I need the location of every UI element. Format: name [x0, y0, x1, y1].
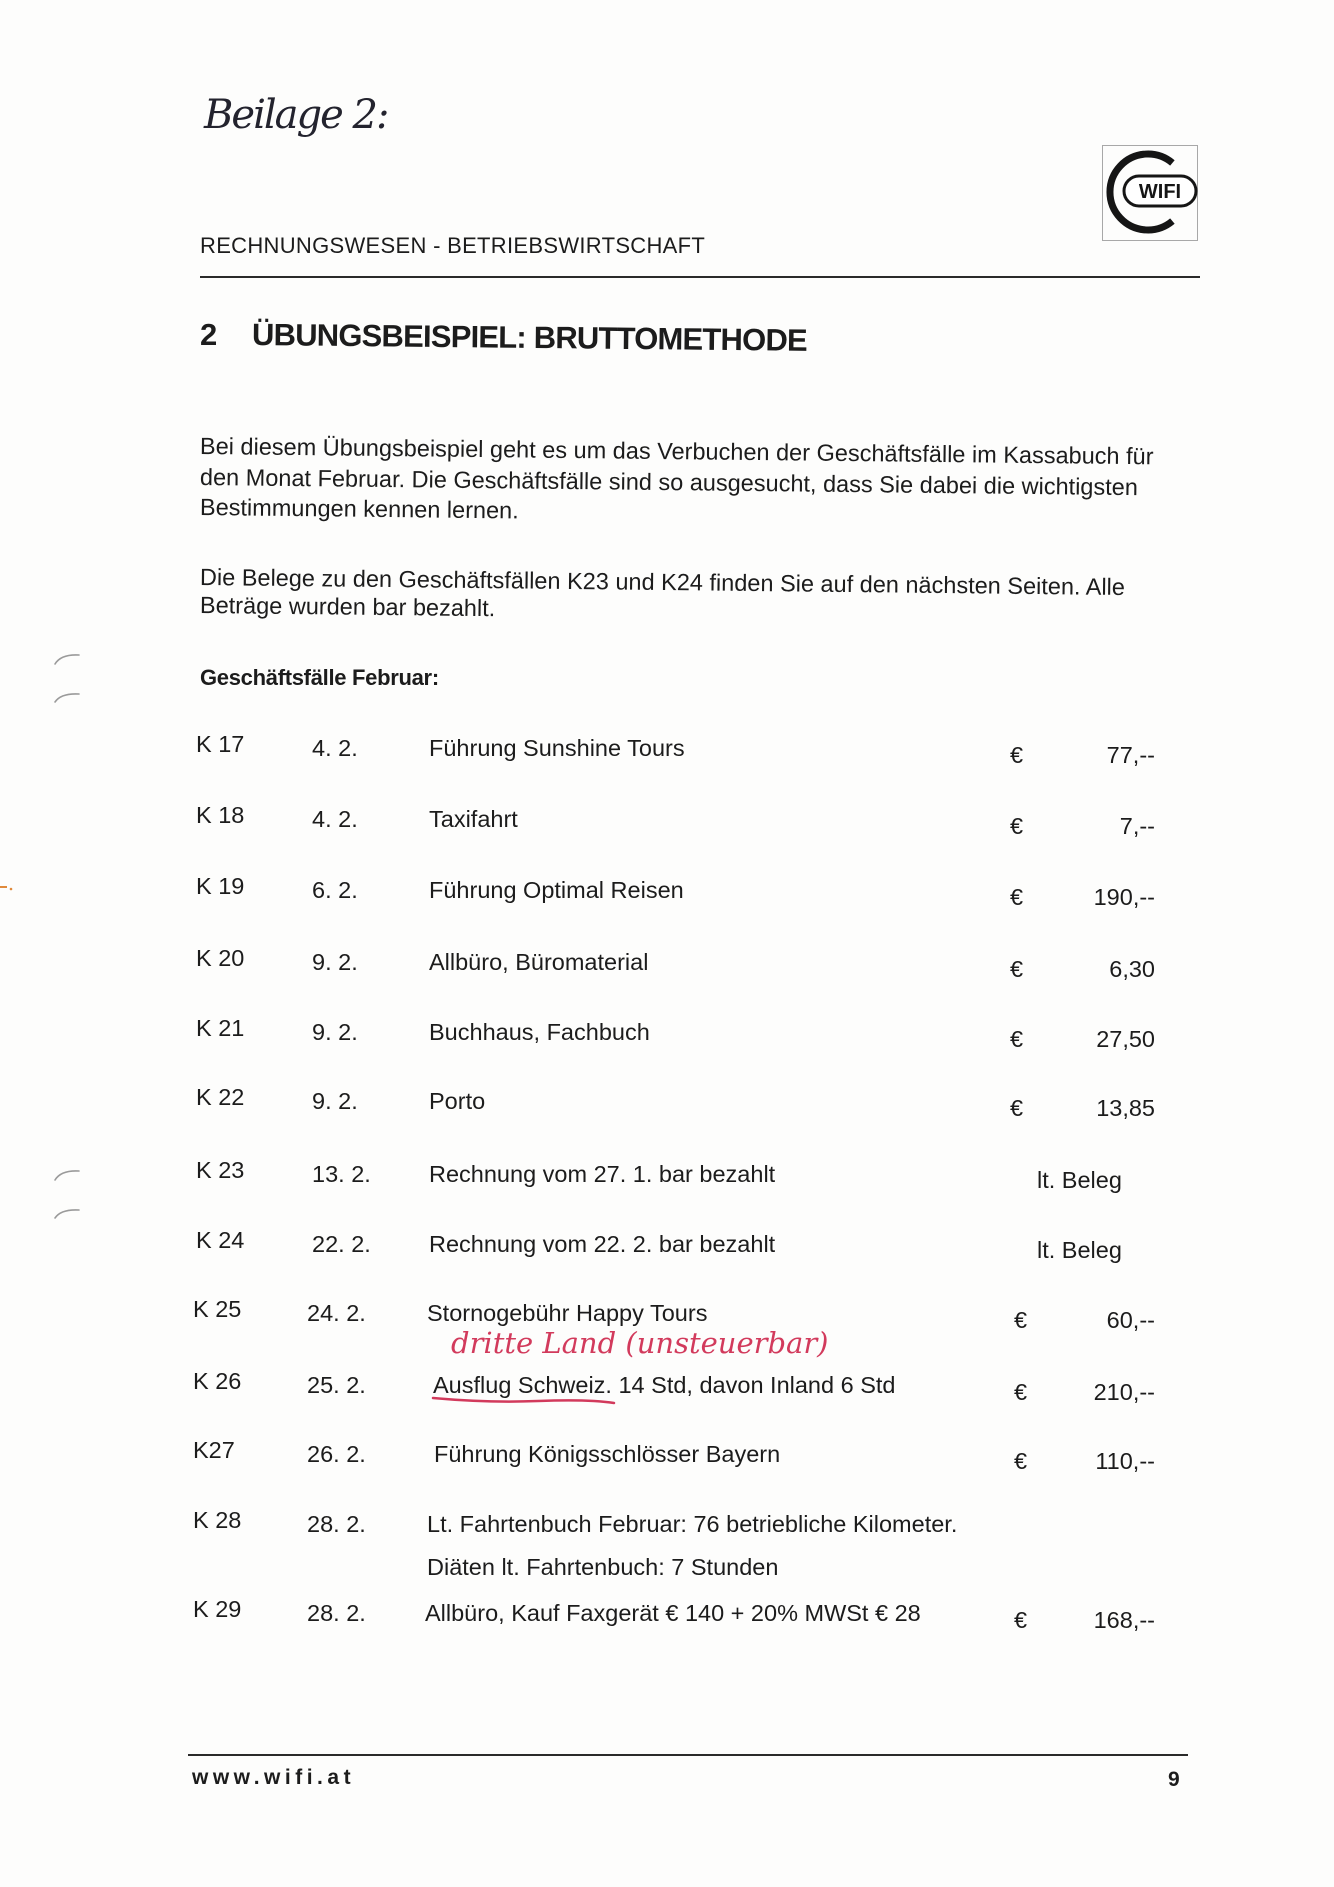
- transaction-row: [0, 1507, 1334, 1580]
- transaction-date: 28. 2.: [307, 1600, 366, 1626]
- section-title: ÜBUNGSBEISPIEL: BRUTTOMETHODE: [251, 317, 808, 358]
- transaction-row: [0, 1157, 1334, 1193]
- handwritten-underline: [428, 1391, 620, 1409]
- transaction-row: [0, 1015, 1334, 1052]
- currency-symbol: €: [1010, 742, 1024, 768]
- intro-line: Bei diesem Übungsbeispiel geht es um das Verbuchen der Geschäftsfälle im Kassabuch für: [199, 433, 1154, 470]
- transaction-id: K 18: [196, 802, 245, 828]
- transaction-row: [0, 1296, 1334, 1333]
- intro-line: Beträge wurden bar bezahlt.: [199, 592, 496, 622]
- transaction-description: Allbüro, Büromaterial: [429, 949, 649, 975]
- transaction-date: 6. 2.: [312, 877, 358, 903]
- transaction-row: [0, 731, 1334, 768]
- transaction-id: K 26: [193, 1368, 242, 1394]
- transaction-row: [0, 1596, 1334, 1633]
- transaction-row: [0, 802, 1334, 839]
- transaction-amount: 110,--: [1095, 1448, 1155, 1474]
- amount-note: lt. Beleg: [1037, 1237, 1122, 1263]
- transaction-description: Rechnung vom 27. 1. bar bezahlt: [429, 1161, 776, 1187]
- transaction-amount: 13,85: [1096, 1095, 1155, 1121]
- course-subject: RECHNUNGSWESEN - BETRIEBSWIRTSCHAFT: [200, 233, 706, 258]
- transaction-row: [0, 1368, 1334, 1405]
- transaction-id: K 22: [196, 1084, 245, 1110]
- currency-symbol: €: [1010, 1095, 1024, 1121]
- footer-website: www.wifi.at: [192, 1766, 356, 1789]
- intro-line: Bestimmungen kennen lernen.: [199, 494, 519, 524]
- transaction-id: K 28: [193, 1507, 242, 1533]
- transaction-amount: 60,--: [1106, 1307, 1155, 1333]
- header-divider: [200, 276, 1200, 278]
- logo-text: WIFI: [1138, 181, 1182, 203]
- transaction-row: [0, 1084, 1334, 1121]
- transaction-amount: 168,--: [1093, 1607, 1155, 1633]
- transaction-row: [0, 1227, 1334, 1263]
- punch-hole-mark: [53, 652, 81, 666]
- transaction-date: 9. 2.: [312, 949, 358, 975]
- currency-symbol: €: [1010, 813, 1024, 839]
- transaction-description-line2: Diäten lt. Fahrtenbuch: 7 Stunden: [427, 1554, 779, 1580]
- transaction-date: 4. 2.: [312, 806, 358, 832]
- transactions-heading: Geschäftsfälle Februar:: [200, 665, 439, 690]
- transaction-amount: 210,--: [1093, 1379, 1155, 1405]
- currency-symbol: €: [1014, 1607, 1028, 1633]
- page-number: 9: [1168, 1768, 1180, 1791]
- transaction-description: Führung Sunshine Tours: [429, 735, 685, 761]
- transaction-date: 25. 2.: [307, 1372, 366, 1398]
- transaction-amount: 190,--: [1093, 884, 1155, 910]
- intro-line: den Monat Februar. Die Geschäftsfälle sind so ausgesucht, dass Sie dabei die wichtigsten: [199, 464, 1139, 501]
- section-number: 2: [200, 317, 218, 352]
- transaction-date: 26. 2.: [307, 1441, 366, 1467]
- transaction-description: Führung Optimal Reisen: [429, 877, 684, 903]
- transaction-id: K 25: [193, 1296, 242, 1322]
- underlined-destination: Ausflug Schweiz.: [433, 1372, 612, 1398]
- transaction-description: Stornogebühr Happy Tours: [427, 1300, 708, 1326]
- transaction-id: K 21: [196, 1015, 245, 1041]
- transaction-description: Allbüro, Kauf Faxgerät € 140 + 20% MWSt € 28: [425, 1600, 921, 1626]
- transaction-description: Rechnung vom 22. 2. bar bezahlt: [429, 1231, 776, 1257]
- handwritten-note: dritte Land (unsteuerbar): [451, 1326, 829, 1360]
- transaction-date: 28. 2.: [307, 1511, 366, 1537]
- transaction-description: Führung Königsschlösser Bayern: [434, 1441, 781, 1467]
- currency-symbol: €: [1010, 956, 1024, 982]
- transaction-row: [0, 945, 1334, 982]
- punch-hole-mark: [53, 1206, 81, 1220]
- amount-note: lt. Beleg: [1037, 1167, 1122, 1193]
- transaction-date: 4. 2.: [312, 735, 358, 761]
- handwritten-title: Beilage 2:: [204, 92, 388, 138]
- intro-line: Die Belege zu den Geschäftsfällen K23 und K24 finden Sie auf den nächsten Seiten. Alle: [199, 564, 1126, 601]
- transaction-date: 9. 2.: [312, 1088, 358, 1114]
- transaction-id: K27: [193, 1437, 235, 1463]
- transaction-amount: 77,--: [1106, 742, 1155, 768]
- transaction-date: 9. 2.: [312, 1019, 358, 1045]
- transaction-id: K 23: [196, 1157, 245, 1183]
- transaction-id: K 19: [196, 873, 245, 899]
- transaction-description: Porto: [429, 1088, 486, 1114]
- footer-divider: [188, 1754, 1188, 1756]
- currency-symbol: €: [1014, 1379, 1028, 1405]
- transaction-amount: 6,30: [1109, 956, 1155, 982]
- currency-symbol: €: [1014, 1448, 1028, 1474]
- transaction-date: 13. 2.: [312, 1161, 371, 1187]
- transaction-id: K 20: [196, 945, 245, 971]
- punch-hole-mark: [53, 690, 81, 704]
- transaction-date: 22. 2.: [312, 1231, 371, 1257]
- transaction-description: Lt. Fahrtenbuch Februar: 76 betriebliche Kilometer.: [427, 1511, 958, 1537]
- transaction-id: K 29: [193, 1596, 242, 1622]
- transaction-row: [0, 873, 1334, 910]
- description-detail: 14 Std, davon Inland 6 Std: [611, 1372, 896, 1398]
- transaction-amount: 7,--: [1119, 813, 1155, 839]
- currency-symbol: €: [1010, 884, 1024, 910]
- transaction-date: 24. 2.: [307, 1300, 366, 1326]
- transaction-description: Buchhaus, Fachbuch: [429, 1019, 650, 1045]
- transaction-id: K 24: [196, 1227, 245, 1253]
- currency-symbol: €: [1014, 1307, 1028, 1333]
- transaction-description: Taxifahrt: [429, 806, 518, 832]
- transaction-row: [0, 1437, 1334, 1474]
- transaction-amount: 27,50: [1096, 1026, 1155, 1052]
- wifi-logo: [1102, 145, 1198, 241]
- transaction-id: K 17: [196, 731, 245, 757]
- currency-symbol: €: [1010, 1026, 1024, 1052]
